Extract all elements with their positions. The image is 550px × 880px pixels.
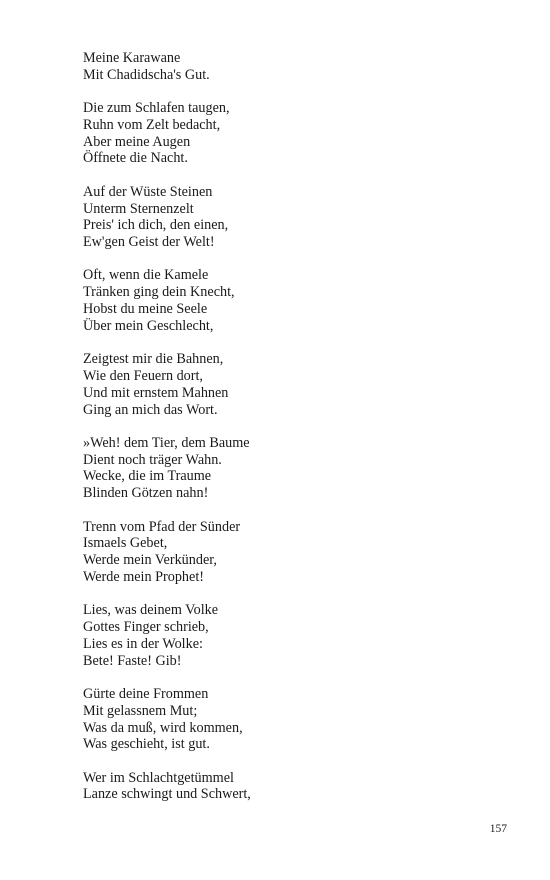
verse-line: Mit Chadidscha's Gut. (83, 66, 210, 83)
verse-line: Dient noch träger Wahn. (83, 451, 222, 468)
verse-line: »Weh! dem Tier, dem Baume (83, 434, 250, 451)
stanza (83, 50, 503, 84)
verse-line: Werde mein Prophet! (83, 568, 204, 585)
stanza (83, 100, 503, 167)
verse-line: Trenn vom Pfad der Sünder (83, 518, 241, 535)
stanza (83, 351, 503, 418)
verse-line: Aber meine Augen (83, 133, 191, 150)
verse-line: Lies es in der Wolke: (83, 635, 203, 652)
verse-line: Bete! Faste! Gib! (83, 652, 182, 669)
verse-line: Über mein Geschlecht, (83, 317, 214, 334)
stanza (83, 686, 503, 753)
verse-line: Wer im Schlachtgetümmel (83, 769, 234, 786)
stanza (83, 519, 503, 586)
verse-line: Auf der Wüste Steinen (83, 183, 213, 200)
verse-line: Meine Karawane (83, 50, 181, 66)
verse-line: Mit gelassnem Mut; (83, 702, 198, 719)
verse-line: Hobst du meine Seele (83, 301, 208, 318)
verse-line: Werde mein Verkünder, (83, 552, 217, 569)
verse-line: Gottes Finger schrieb, (83, 619, 209, 636)
stanza (83, 184, 503, 251)
verse-line: Lies, was deinem Volke (83, 602, 219, 619)
poem-text (83, 50, 503, 820)
verse-line: Preis' ich dich, den einen, (83, 217, 229, 234)
verse-line: Oft, wenn die Kamele (83, 267, 209, 284)
verse-line: Ismaels Gebet, (83, 535, 168, 552)
verse-line: Was geschieht, ist gut. (83, 736, 210, 753)
verse-line: Die zum Schlafen taugen, (83, 100, 230, 117)
page-number: 157 (489, 823, 507, 835)
verse-line: Öffnete die Nacht. (83, 150, 188, 167)
verse-line: Ew'gen Geist der Welt! (83, 234, 215, 251)
verse-line: Wecke, die im Traume (83, 468, 212, 485)
stanza (83, 770, 503, 804)
verse-line: Gürte deine Frommen (83, 685, 209, 702)
stanza (83, 602, 503, 669)
verse-line: Ging an mich das Wort. (83, 401, 218, 418)
verse-line: Wie den Feuern dort, (83, 367, 203, 384)
verse-line: Blinden Götzen nahn! (83, 485, 209, 502)
verse-line: Tränken ging dein Knecht, (83, 284, 235, 301)
verse-line: Unterm Sternenzelt (83, 200, 194, 217)
stanza (83, 267, 503, 334)
verse-line: Ruhn vom Zelt bedacht, (83, 116, 221, 133)
verse-line: Und mit ernstem Mahnen (83, 384, 229, 401)
verse-line: Lanze schwingt und Schwert, (83, 786, 251, 803)
verse-line: Was da muß, wird kommen, (83, 719, 243, 736)
stanza (83, 435, 503, 502)
verse-line: Zeigtest mir die Bahnen, (83, 351, 224, 368)
